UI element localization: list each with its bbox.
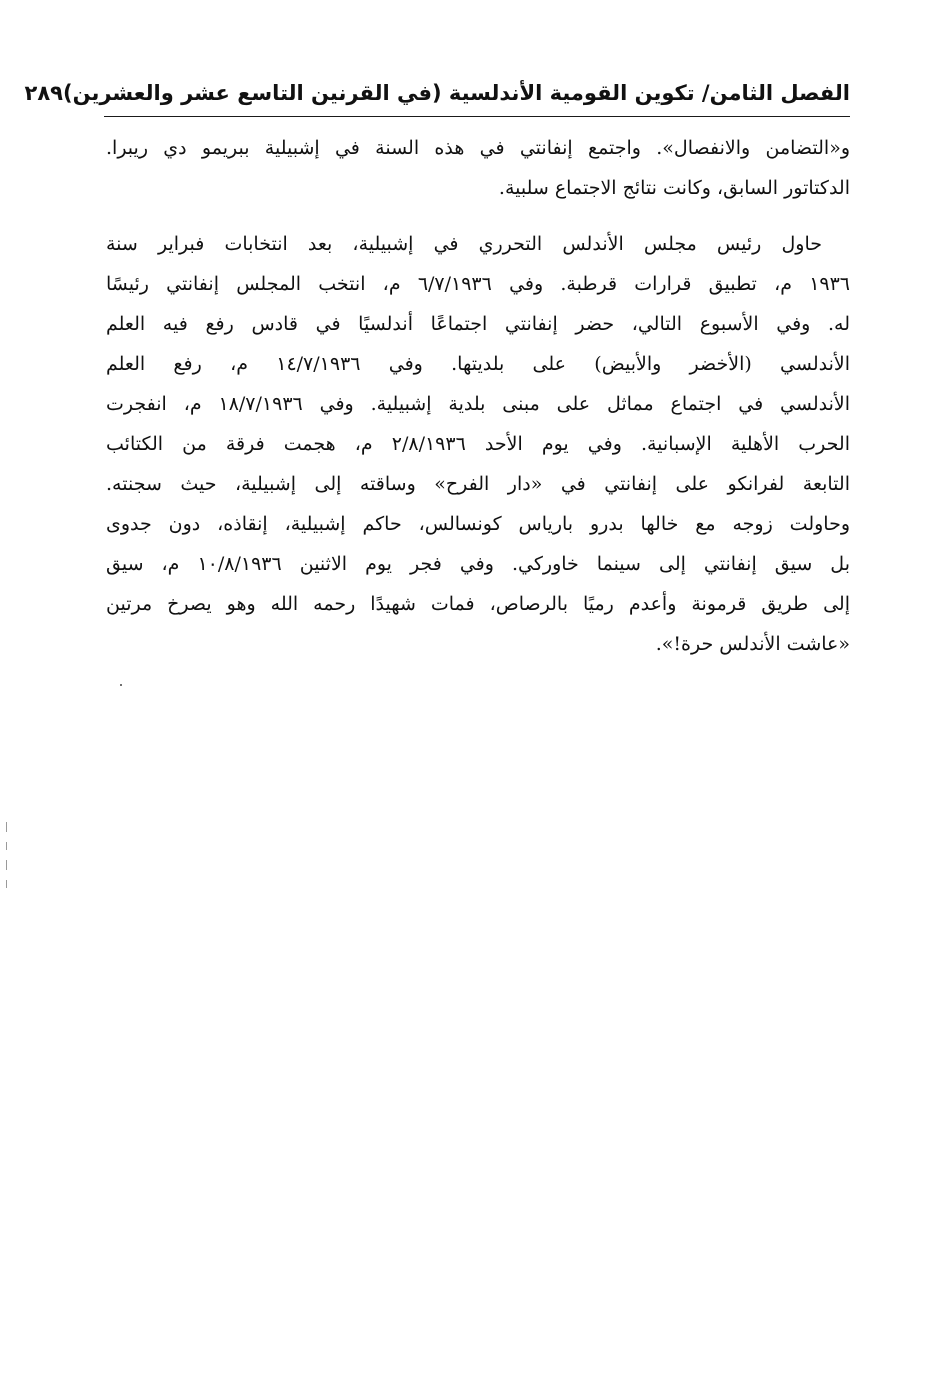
- text-line: الحرب الأهلية الإسبانية. وفي يوم الأحد ٢/٨/١٩٣٦ م، هجمت فرقة من الكتائب: [106, 433, 850, 455]
- scan-margin-mark: [6, 860, 7, 870]
- text-line: الأندلسي في اجتماع مماثل على مبنى بلدية إشبيلية. وفي ١٨/٧/١٩٣٦ م، انفجرت: [106, 393, 850, 415]
- text-line: له. وفي الأسبوع التالي، حضر إنفانتي اجتماعًا أندلسيًا في قادس رفع فيه العلم: [106, 313, 850, 335]
- text-line: إلى طريق قرمونة وأعدم رميًا بالرصاص، فمات شهيدًا رحمه الله وهو يصرخ مرتين: [106, 593, 850, 615]
- chapter-title: الفصل الثامن/ تكوين القومية الأندلسية (في القرنين التاسع عشر والعشرين): [62, 81, 850, 105]
- scan-margin-mark: [6, 822, 7, 832]
- paragraph-2: [106, 224, 850, 664]
- body-text: [106, 128, 850, 664]
- text-line: بل سيق إنفانتي إلى سينما خاوركي. وفي فجر يوم الاثنين ١٠/٨/١٩٣٦ م، سيق: [106, 553, 850, 575]
- paragraph-1: [106, 128, 850, 208]
- scan-speck: [120, 684, 122, 686]
- scan-margin-mark: [6, 842, 7, 850]
- text-line: «عاشت الأندلس حرة!».: [655, 633, 850, 655]
- text-line: الدكتاتور السابق، وكانت نتائج الاجتماع سلبية.: [498, 177, 850, 199]
- text-line: وحاولت زوجه مع خالها بدرو بارياس كونسالس، حاكم إشبيلية، إنقاذه، دون جدوى: [106, 513, 850, 535]
- text-line: ١٩٣٦ م، تطبيق قرارات قرطبة. وفي ٦/٧/١٩٣٦ م، انتخب المجلس إنفانتي رئيسًا: [106, 273, 850, 295]
- header-rule: [104, 116, 850, 117]
- page-number: ٢٨٩: [24, 81, 63, 105]
- text-line: و«التضامن والانفصال». واجتمع إنفانتي في هذه السنة في إشبيلية ببريمو دي ريبرا.: [106, 137, 850, 159]
- scan-margin-mark: [6, 880, 7, 888]
- text-line: التابعة لفرانكو على إنفانتي في «دار الفرح» وساقته إلى إشبيلية، حيث سجنته.: [106, 473, 850, 495]
- text-line: حاول رئيس مجلس الأندلس التحرري في إشبيلية، بعد انتخابات فبراير سنة: [106, 233, 822, 255]
- running-header: [24, 70, 850, 110]
- text-line: الأندلسي (الأخضر والأبيض) على بلديتها. وفي ١٤/٧/١٩٣٦ م، رفع العلم: [106, 353, 850, 375]
